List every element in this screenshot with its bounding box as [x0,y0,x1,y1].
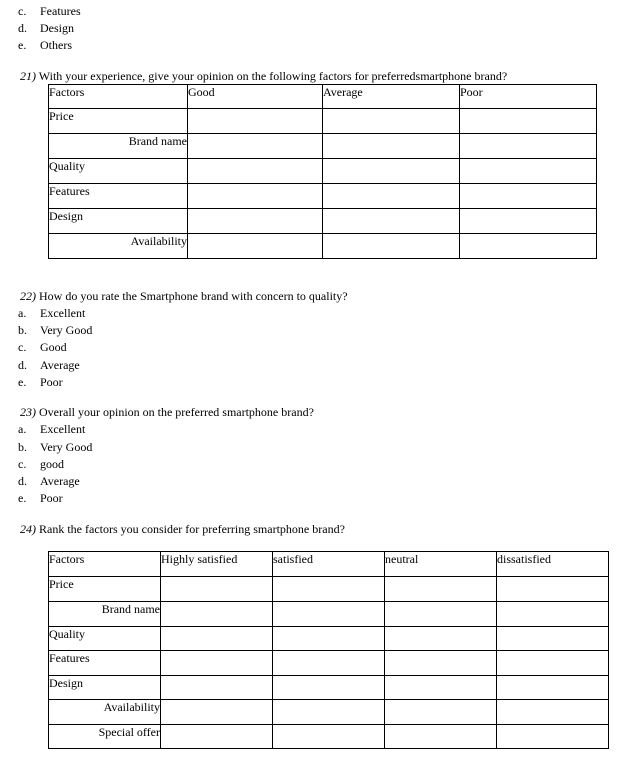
rating-cell[interactable] [188,159,323,184]
option-item[interactable] [18,439,92,455]
header-cell: Factors [49,85,188,109]
table-row [49,700,609,725]
factor-label: Price [49,109,188,134]
option-letter: c. [18,340,27,354]
factor-label: Availability [49,700,161,725]
header-cell: dissatisfied [497,552,609,577]
rating-cell[interactable] [385,651,497,676]
rating-cell[interactable] [273,577,385,602]
rating-cell[interactable] [273,725,385,749]
rating-cell[interactable] [188,109,323,134]
rating-cell[interactable] [323,184,460,209]
option-letter: d. [18,21,27,35]
question-21 [20,68,507,84]
rating-cell[interactable] [460,209,597,234]
option-letter: c. [18,4,27,18]
question-text: With your experience, give your opinion on the following factors for preferredsmartphone brand? [38,69,508,83]
rating-cell[interactable] [385,725,497,749]
rating-cell[interactable] [497,725,609,749]
question-number: 24) [20,522,36,536]
option-text: good [40,457,64,471]
rating-cell[interactable] [161,602,273,627]
table-header-row [49,552,609,577]
rating-cell[interactable] [323,209,460,234]
header-cell: Highly satisfied [161,552,273,577]
option-item[interactable] [18,473,80,489]
question-text: Rank the factors you consider for preferring smartphone brand? [39,522,345,536]
option-letter: b. [18,440,27,454]
question-number: 22) [20,289,36,303]
header-cell: Poor [460,85,597,109]
rating-cell[interactable] [323,109,460,134]
question-number: 21) [20,69,36,83]
rating-cell[interactable] [188,184,323,209]
rating-cell[interactable] [323,134,460,159]
option-text: Poor [40,491,63,505]
rating-cell[interactable] [273,676,385,700]
header-cell: Good [188,85,323,109]
rating-cell[interactable] [273,700,385,725]
rating-cell[interactable] [385,577,497,602]
option-letter: a. [18,422,27,436]
rating-cell[interactable] [460,159,597,184]
option-item[interactable] [18,339,67,355]
rating-cell[interactable] [161,700,273,725]
rating-cell[interactable] [273,627,385,651]
rating-cell[interactable] [460,184,597,209]
factor-label: Quality [49,627,161,651]
option-text: Average [40,474,80,488]
rating-cell[interactable] [497,676,609,700]
table-row [49,184,597,209]
rating-cell[interactable] [273,602,385,627]
rating-cell[interactable] [188,134,323,159]
rating-cell[interactable] [161,725,273,749]
factor-label: Design [49,676,161,700]
header-cell: neutral [385,552,497,577]
option-item [18,37,72,53]
option-item[interactable] [18,305,85,321]
option-letter: e. [18,38,27,52]
option-letter: a. [18,306,27,320]
option-item[interactable] [18,357,80,373]
rating-cell[interactable] [497,651,609,676]
option-item[interactable] [18,421,85,437]
rating-cell[interactable] [161,627,273,651]
question-22 [20,288,348,304]
rating-cell[interactable] [460,134,597,159]
question-text: Overall your opinion on the preferred smartphone brand? [39,405,314,419]
table-row [49,577,609,602]
option-letter: d. [18,474,27,488]
option-text: Average [40,358,80,372]
table-row [49,109,597,134]
factor-label: Design [49,209,188,234]
rating-cell[interactable] [188,234,323,259]
rating-cell[interactable] [323,234,460,259]
option-item[interactable] [18,322,92,338]
table-row [49,209,597,234]
rating-cell[interactable] [385,700,497,725]
question-number: 23) [20,405,36,419]
rating-cell[interactable] [161,651,273,676]
rating-cell[interactable] [188,209,323,234]
option-text: Others [40,38,72,52]
option-text: Design [40,21,74,35]
header-cell: Average [323,85,460,109]
table-row [49,725,609,749]
question-24 [20,521,345,537]
rating-cell[interactable] [385,602,497,627]
table-row [49,676,609,700]
header-cell: satisfied [273,552,385,577]
rating-cell[interactable] [161,676,273,700]
option-letter: c. [18,457,27,471]
rating-cell[interactable] [385,627,497,651]
table-row [49,651,609,676]
table-row [49,234,597,259]
header-cell: Factors [49,552,161,577]
option-text: Good [40,340,67,354]
question-23 [20,404,314,420]
option-text: Features [40,4,81,18]
factor-label: Brand name [49,134,188,159]
option-item [18,20,74,36]
table-header-row [49,85,597,109]
option-item [18,3,81,19]
option-text: Excellent [40,422,86,436]
factor-label: Brand name [49,602,161,627]
factor-label: Availability [49,234,188,259]
option-item[interactable] [18,374,63,390]
option-letter: e. [18,491,27,505]
option-letter: e. [18,375,27,389]
table-row [49,627,609,651]
option-text: Very Good [40,440,93,454]
option-text: Poor [40,375,63,389]
rating-cell[interactable] [497,602,609,627]
factor-label: Features [49,651,161,676]
table-row [49,134,597,159]
option-text: Very Good [40,323,93,337]
factor-label: Quality [49,159,188,184]
option-text: Excellent [40,306,86,320]
option-item[interactable] [18,456,64,472]
rating-cell[interactable] [497,627,609,651]
rating-cell[interactable] [385,676,497,700]
option-item[interactable] [18,490,63,506]
rating-cell[interactable] [273,651,385,676]
rating-cell[interactable] [460,234,597,259]
rating-cell[interactable] [323,159,460,184]
option-letter: b. [18,323,27,337]
factor-label: Price [49,577,161,602]
rating-cell[interactable] [497,577,609,602]
question-text: How do you rate the Smartphone brand with concern to quality? [39,289,348,303]
table-row [49,602,609,627]
table-row [49,159,597,184]
factor-label: Features [49,184,188,209]
rating-cell[interactable] [497,700,609,725]
rating-cell[interactable] [161,577,273,602]
factor-label: Special offer [49,725,161,749]
q24-table [48,551,609,749]
rating-cell[interactable] [460,109,597,134]
q21-table [48,84,597,259]
option-letter: d. [18,358,27,372]
